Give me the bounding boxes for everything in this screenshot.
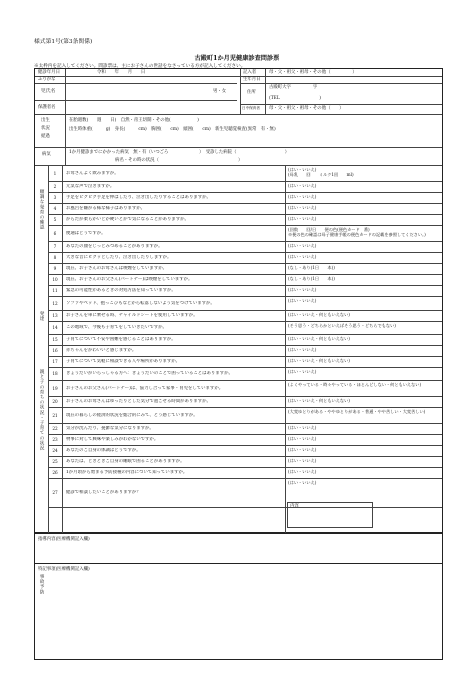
question-row-1: [48, 165, 442, 181]
question-row-17: [48, 356, 442, 367]
furigana-label: ふりがな: [38, 77, 56, 82]
question-number: 9: [53, 266, 57, 271]
answer-options[interactable]: (はい・いいえ): [288, 480, 317, 485]
question-row-12: [48, 296, 442, 310]
question-number: 12: [52, 300, 58, 306]
daytime-contact-selector[interactable]: 母・父・祖父・祖母・その他（ ）: [269, 106, 344, 111]
section-environment: 親と子の育ちの状況・子育ての状況: [39, 369, 44, 451]
illness-detail-field[interactable]: 病名・その時の状況（ ）: [115, 158, 243, 163]
answer-options[interactable]: (はい・いいえ・何ともいえない): [288, 398, 350, 403]
question-text: あなたの顔をじっとみつめることがありますか。: [66, 244, 163, 249]
question-row-13: [48, 310, 442, 321]
birth-status-label-1: 出生: [41, 118, 50, 123]
special-notes-label: 特記事項(医療機関記入欄): [38, 567, 90, 572]
question-row-20: [48, 396, 442, 407]
question-text: 赤ちゃんをかわいいと感じますか。: [66, 348, 137, 353]
answer-options[interactable]: (はい・いいえ): [288, 436, 317, 441]
question-row-6: [48, 225, 442, 241]
question-row-26: [48, 467, 442, 478]
guardian-label: 保護者名: [38, 105, 56, 110]
question-number: 5: [53, 217, 57, 222]
section-injury: 事故予防: [39, 574, 44, 595]
question-number: 22: [52, 426, 58, 431]
answer-options[interactable]: (はい・いいえ): [288, 205, 317, 210]
question-row-10: [48, 274, 442, 285]
question-text: この地域で、今後も子育てをしていきたいですか。: [66, 325, 167, 330]
question-text: あなたのご自身の体調はどうですか。: [66, 448, 141, 453]
question-row-19: [48, 380, 442, 396]
question-number: 4: [53, 206, 57, 211]
question-number: 13: [52, 313, 58, 318]
question-row-23: [48, 434, 442, 445]
question-row-8: [48, 252, 442, 263]
question-row-4: [48, 203, 442, 214]
question-row-25: [48, 456, 442, 467]
answer-options[interactable]: (はい・いいえ・何ともいえない): [288, 358, 350, 363]
answer-options[interactable]: (はい・いいえ・何ともいえない): [288, 312, 350, 317]
question-number: 27: [52, 490, 58, 495]
question-number: 3: [53, 195, 57, 200]
birth-date-label: 生年月日: [243, 77, 261, 82]
question-number: 17: [52, 359, 58, 364]
consultation-detail-label: 内容: [290, 504, 299, 509]
question-number: 19: [52, 385, 58, 391]
exam-date-field[interactable]: 令和 年 月 日: [97, 70, 146, 75]
answer-options[interactable]: (はい・いいえ): [288, 287, 317, 292]
exam-date-label: 健診年月日: [38, 70, 60, 75]
child-name-label: 児氏名: [41, 89, 56, 94]
question-text: からだが柔らかいとか硬いとかで気になることがありますか。: [66, 217, 189, 222]
question-text: 便通はどうですか。: [66, 230, 106, 236]
question-row-21: [48, 407, 442, 423]
question-number: 14: [52, 325, 58, 330]
answer-options[interactable]: (よくやっている・時々やっている・ほとんどしない・何ともいえない): [288, 382, 422, 387]
birth-measure-field[interactable]: 出生時体重( g) 身長( cm) 胸囲( cm) 頭囲( cm) 新生児聴覚検査(異常 有・無): [69, 127, 276, 132]
question-number: 1: [53, 170, 57, 176]
question-number: 2: [53, 184, 57, 189]
question-text: 現在、お子さんのお父さん(パートナー)は喫煙をしていますか。: [66, 277, 193, 282]
question-text: 緊急の可能性があるときの対処方法を知っていますか。: [66, 288, 176, 293]
answer-options[interactable]: (はい・いいえ): [288, 194, 317, 199]
answer-options[interactable]: (そう思う・どちらかといえばそう思う・どちらでもない): [288, 323, 396, 328]
question-number: 15: [52, 337, 58, 342]
answer-options[interactable]: (はい・いいえ): [288, 458, 317, 463]
answer-options[interactable]: (はい・いいえ) (母乳 回 ミルク1回 ml): [288, 167, 354, 177]
address-label: 住所: [247, 90, 256, 95]
question-row-2: [48, 181, 442, 192]
special-notes-area[interactable]: [34, 564, 443, 660]
question-number: 23: [52, 437, 58, 442]
question-number: 16: [52, 348, 58, 353]
question-text: ソファやベッド、抱っこひもなどから転落しないよう気をつけていますか。: [66, 300, 215, 306]
question-row-24: [48, 445, 442, 456]
child-name-field[interactable]: [69, 88, 229, 97]
answer-options[interactable]: (大変ゆとりがある・ややゆとりがある・普通・やや苦しい・大変苦しい): [288, 409, 426, 414]
gestation-field[interactable]: 在胎週数( 週 日) 自然・帝王切開・その他( ): [69, 118, 199, 123]
address-field[interactable]: 古殿町大字 字: [269, 85, 318, 90]
question-row-7: [48, 241, 442, 252]
form-number: 様式第1号(第3条関係): [34, 39, 93, 45]
question-number: 6: [53, 230, 57, 236]
question-text: お風呂を嫌がる様な様子はありますか。: [66, 206, 146, 211]
question-text: 健診で相談したいことがありますか？: [66, 490, 141, 495]
illness-field[interactable]: 1か月健診までにかかった病気 無・有（いつごろ ） 受診した病院（ ）: [69, 150, 290, 155]
answer-options[interactable]: (はい・いいえ・何ともいえない): [288, 336, 350, 341]
answer-options[interactable]: (はい・いいえ): [288, 469, 317, 474]
birth-status-label-2: 状況: [41, 126, 50, 131]
sex-selector[interactable]: 男・女: [213, 89, 227, 94]
question-number: 21: [52, 412, 58, 418]
question-text: お母さんよく飲みますか。: [66, 170, 119, 176]
question-number: 25: [52, 459, 58, 464]
question-text: 現在の暮らしの経済的状況を総合的にみて、どう感じていますか。: [66, 412, 198, 418]
question-text: お子さんのお父さん(パートナー)は、協力し合って家事・育児をしていますか。: [66, 385, 224, 391]
page-title: 古殿町1か月児健康診査問診票: [194, 55, 280, 62]
answer-options[interactable]: (はい・いいえ): [288, 425, 317, 430]
question-text: 子育てについて気軽に相談できる人や場所がありますか。: [66, 359, 181, 364]
question-text: 気分が沈んだり、憂鬱な気分になりますか。: [66, 426, 154, 431]
answer-options[interactable]: (回数 回/日 便の色(便色カード 番) ※便の色の確認は母子健康手帳の便色カードの記載を参照してください。): [288, 227, 426, 237]
question-text: 大きな音にビクッとしたり、泣き出したりしますか。: [66, 255, 172, 260]
question-text: 1か月頃から始まる予防接種の内容について知っていますか。: [66, 470, 188, 475]
question-number: 11: [52, 288, 58, 293]
answer-options[interactable]: (はい・いいえ): [288, 183, 317, 188]
question-text: きょうだいがいらっしゃる方へ：きょうだいのことで困っていることはありますか。: [66, 371, 233, 376]
answer-options[interactable]: (はい・いいえ): [288, 447, 317, 452]
answer-options[interactable]: (はい・いいえ): [288, 216, 317, 221]
tel-field[interactable]: (TEL ): [269, 96, 321, 101]
recorder-selector[interactable]: 母・父・祖父・祖母・その他（ ）: [269, 70, 357, 75]
answer-options[interactable]: (はい・いいえ): [288, 243, 317, 248]
recorder-label: 記入者: [243, 70, 257, 75]
question-text: 元気な声で泣きますか。: [66, 184, 115, 189]
question-number: 10: [52, 277, 58, 282]
answer-options[interactable]: (はい・いいえ): [288, 254, 317, 259]
question-text: お子さんのお母さんはゆったりとした気分で過ごせる時間がありますか。: [66, 399, 211, 404]
question-text: 子育てについて不安や困難を感じることはありますか。: [66, 337, 176, 342]
illness-label: 病気: [42, 152, 51, 157]
question-row-3: [48, 192, 442, 203]
question-text: あなたは、ときどきご自身の睡眠で困ることがありますか。: [66, 459, 185, 464]
section-vision: 発達: [39, 311, 44, 322]
question-text: 物事に対して興味や楽しみがわかないですか。: [66, 437, 159, 442]
question-number: 20: [52, 399, 58, 404]
question-row-22: [48, 423, 442, 434]
guidance-label: 指導内容(医療機関記入欄): [38, 537, 90, 542]
answer-options[interactable]: (はい・いいえ): [288, 298, 317, 303]
question-number: 8: [53, 255, 57, 260]
instruction-text: ※太枠内を記入してください。問診票は、主にお子さんの世話をなさっている方が記入してください。: [34, 64, 246, 69]
question-number: 24: [52, 448, 58, 453]
guidance-area[interactable]: [34, 533, 443, 564]
section-development: 順調な発育の確認: [39, 189, 44, 230]
question-row-14: [48, 321, 442, 334]
question-row-9: [48, 263, 442, 274]
answer-options[interactable]: (はい・いいえ): [288, 347, 317, 352]
question-text: 現在、お子さんのお母さんは喫煙をしていますか。: [66, 266, 167, 271]
question-number: 18: [52, 371, 58, 376]
question-row-15: [48, 334, 442, 345]
answer-options[interactable]: (なし・あり(1日 本)): [288, 265, 335, 270]
question-text: 手足をピクピク手足を伸ばしたり、泣き出したりすることはありますか。: [66, 195, 211, 200]
question-row-5: [48, 214, 442, 225]
question-row-11: [48, 285, 442, 296]
question-row-16: [48, 345, 442, 356]
question-row-18: [48, 367, 442, 380]
birth-status-label-3: 経過: [41, 134, 50, 139]
answer-options[interactable]: (なし・あり(1日 本)): [288, 276, 335, 281]
daytime-contact-label: 日中保育者: [242, 106, 260, 110]
question-text: お子さんを車に乗せる時、チャイルドシートを使用していますか。: [66, 313, 198, 318]
answer-options[interactable]: (はい・いいえ): [288, 369, 317, 374]
question-row-27: [48, 478, 442, 507]
question-number: 26: [52, 470, 58, 475]
question-number: 7: [53, 244, 57, 249]
